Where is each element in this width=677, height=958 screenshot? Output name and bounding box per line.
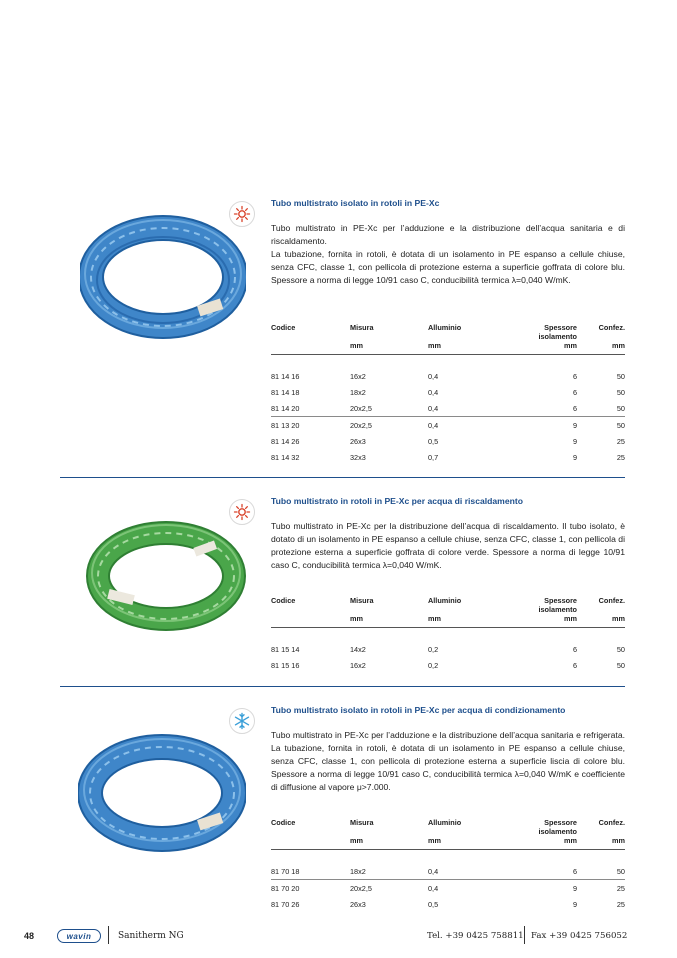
unit-cell: mm [428, 614, 500, 628]
cell-misura: 16x2 [350, 660, 366, 670]
footer-separator [108, 926, 109, 944]
sun-heat-icon [233, 205, 251, 223]
unit-cell [271, 836, 350, 850]
cell-alluminio: 0,2 [428, 644, 439, 654]
cell-confez: 50 [577, 400, 625, 417]
section-title: Tubo multistrato isolato in rotoli in PE-Xc [271, 198, 440, 208]
cooling-badge [229, 708, 255, 734]
cell-alluminio: 0,4 [428, 863, 500, 880]
cell-codice: 81 14 26 [271, 436, 300, 446]
cell-spessore: 6 [500, 863, 577, 880]
phone-number: Tel. +39 0425 758811 [427, 931, 524, 941]
heating-badge [229, 201, 255, 227]
col-header-misura: Misura [350, 596, 374, 605]
cell-codice: 81 13 20 [271, 420, 300, 430]
cell-alluminio: 0,7 [428, 452, 439, 462]
product-table [271, 818, 625, 912]
table-row [271, 417, 625, 434]
heating-badge [229, 499, 255, 525]
cell-misura: 20x2,5 [350, 420, 372, 430]
cell-codice: 81 14 32 [271, 452, 300, 462]
table-row [271, 449, 625, 465]
cell-codice: 81 14 18 [271, 387, 300, 397]
unit-cell: mm [577, 341, 625, 355]
cell-spessore: 9 [572, 452, 577, 462]
cell-spessore: 9 [572, 420, 577, 430]
cell-spessore: 9 [572, 883, 577, 893]
cell-spessore: 6 [572, 387, 577, 397]
cell-misura: 18x2 [350, 863, 428, 880]
description-paragraph: La tubazione, fornita in rotoli, è dotata di un isolamento in PE espanso a cellule chiuse, senza CFC, classe 1, con pellicola di protezione esterna a superficie goffrata di colore blu. Spessore a norma di legge 10/91 caso C, conducibilità termica λ=0,040 W/mK. [271, 249, 625, 285]
cell-confez: 50 [616, 420, 625, 430]
cell-spessore: 6 [572, 660, 577, 670]
cell-spessore: 6 [572, 644, 577, 654]
unit-cell: mm [577, 614, 625, 628]
col-header-alluminio: Alluminio [428, 323, 462, 332]
unit-cell: mm [500, 614, 577, 628]
cell-codice: 81 15 14 [271, 644, 300, 654]
cell-misura: 14x2 [350, 644, 366, 654]
pipe-coil-image [78, 734, 246, 852]
unit-cell: mm [350, 341, 428, 355]
product-table [271, 323, 625, 465]
col-header-spessore-line1: Spessore [544, 818, 577, 827]
section-description [271, 520, 625, 572]
sun-heat-icon [233, 503, 251, 521]
pipe-coil-image [86, 520, 246, 632]
col-header-spessore-line1: Spessore [544, 323, 577, 332]
cell-codice: 81 15 16 [271, 660, 300, 670]
pipe-coil-image [80, 214, 246, 340]
col-header-confez: Confez. [598, 596, 625, 605]
brand-name: Sanitherm NG [118, 931, 184, 941]
cell-alluminio: 0,4 [428, 387, 439, 397]
section-divider [60, 477, 625, 478]
product-table [271, 596, 625, 673]
cell-alluminio: 0,4 [428, 400, 500, 417]
cell-spessore: 9 [572, 899, 577, 909]
col-header-spessore-line2: isolamento [538, 332, 577, 341]
cell-confez: 50 [616, 644, 625, 654]
table-row [271, 433, 625, 449]
section-title: Tubo multistrato isolato in rotoli in PE-Xc per acqua di condizionamento [271, 705, 566, 715]
unit-cell [271, 341, 350, 355]
cell-misura: 26x3 [350, 899, 366, 909]
cell-codice: 81 14 20 [271, 400, 350, 417]
unit-cell: mm [350, 614, 428, 628]
footer-separator [524, 926, 525, 944]
section-description [271, 729, 625, 794]
cell-spessore: 6 [500, 400, 577, 417]
section-description [271, 222, 625, 287]
cell-confez: 50 [577, 863, 625, 880]
cell-confez: 25 [616, 452, 625, 462]
cell-spessore: 9 [572, 436, 577, 446]
cell-confez: 25 [616, 436, 625, 446]
col-header-spessore [500, 323, 577, 341]
col-header-spessore-line2: isolamento [538, 605, 577, 614]
cell-codice: 81 14 16 [271, 371, 300, 381]
col-header-spessore [500, 596, 577, 614]
col-header-codice: Codice [271, 323, 296, 332]
description-paragraph: Tubo multistrato in PE-Xc per la distribuzione dell’acqua di riscaldamento. Il tubo isolato, è dotato di un isolamento in PE espanso a cellule chiuse, senza CFC, classe 1, con pellicola di protezione esterna a superficie goffrata di colore verde. Spessore a norma di legge 10/91 caso C, conducibilità termica λ=0,040 W/mK. [271, 521, 625, 570]
cell-misura: 18x2 [350, 387, 366, 397]
snowflake-icon [233, 712, 251, 730]
col-header-spessore [500, 818, 577, 836]
cell-alluminio: 0,4 [428, 371, 439, 381]
section-divider [60, 686, 625, 687]
col-header-confez: Confez. [598, 818, 625, 827]
cell-confez: 25 [616, 883, 625, 893]
cell-codice: 81 70 26 [271, 899, 300, 909]
cell-codice: 81 70 18 [271, 863, 350, 880]
table-row [271, 368, 625, 384]
unit-cell [271, 614, 350, 628]
cell-misura: 16x2 [350, 371, 366, 381]
cell-alluminio: 0,4 [428, 883, 439, 893]
page-footer [0, 928, 677, 948]
col-header-alluminio: Alluminio [428, 596, 462, 605]
cell-alluminio: 0,4 [428, 420, 439, 430]
col-header-spessore-line1: Spessore [544, 596, 577, 605]
fax-number: Fax +39 0425 756052 [531, 931, 628, 941]
col-header-spessore-line2: isolamento [538, 827, 577, 836]
cell-misura: 20x2,5 [350, 883, 372, 893]
cell-alluminio: 0,2 [428, 660, 439, 670]
cell-spessore: 6 [572, 371, 577, 381]
col-header-alluminio: Alluminio [428, 818, 462, 827]
cell-codice: 81 70 20 [271, 883, 300, 893]
cell-misura: 26x3 [350, 436, 366, 446]
unit-cell: mm [350, 836, 428, 850]
table-row [271, 384, 625, 400]
col-header-confez: Confez. [598, 323, 625, 332]
cell-misura: 20x2,5 [350, 400, 428, 417]
page-number: 48 [24, 931, 35, 941]
description-paragraph: Tubo multistrato in PE-Xc per l’adduzione e la distribuzione dell’acqua sanitaria e di riscaldamento. [271, 223, 625, 246]
table-row [271, 657, 625, 673]
col-header-codice: Codice [271, 818, 296, 827]
unit-cell: mm [428, 836, 500, 850]
unit-cell: mm [428, 341, 500, 355]
table-row [271, 880, 625, 897]
cell-alluminio: 0,5 [428, 899, 439, 909]
unit-cell: mm [500, 341, 577, 355]
col-header-misura: Misura [350, 323, 374, 332]
table-row [271, 400, 625, 417]
table-row [271, 641, 625, 657]
table-row [271, 896, 625, 912]
section-title: Tubo multistrato in rotoli in PE-Xc per acqua di riscaldamento [271, 496, 523, 506]
unit-cell: mm [500, 836, 577, 850]
cell-confez: 50 [616, 387, 625, 397]
logo-text: wavin [66, 931, 92, 941]
cell-confez: 50 [616, 660, 625, 670]
wavin-logo [57, 929, 101, 943]
cell-confez: 50 [616, 371, 625, 381]
col-header-codice: Codice [271, 596, 296, 605]
description-paragraph: Tubo multistrato in PE-Xc per l’adduzione e la distribuzione dell’acqua sanitaria e refrigerata. La tubazione, fornita in rotoli, è dotata di un isolamento in PE espanso a cellule chiuse, senza CFC, classe 1, con pellicola di protezione esterna a superficie liscia di colore blu. Spessore a norma di legge 10/91 caso C, conducibilità termica λ=0,040 W/mK e coefficiente di diffusione al vapore μ>7.000. [271, 730, 625, 792]
cell-confez: 25 [616, 899, 625, 909]
cell-alluminio: 0,5 [428, 436, 439, 446]
col-header-misura: Misura [350, 818, 374, 827]
table-row [271, 863, 625, 880]
cell-misura: 32x3 [350, 452, 366, 462]
unit-cell: mm [577, 836, 625, 850]
